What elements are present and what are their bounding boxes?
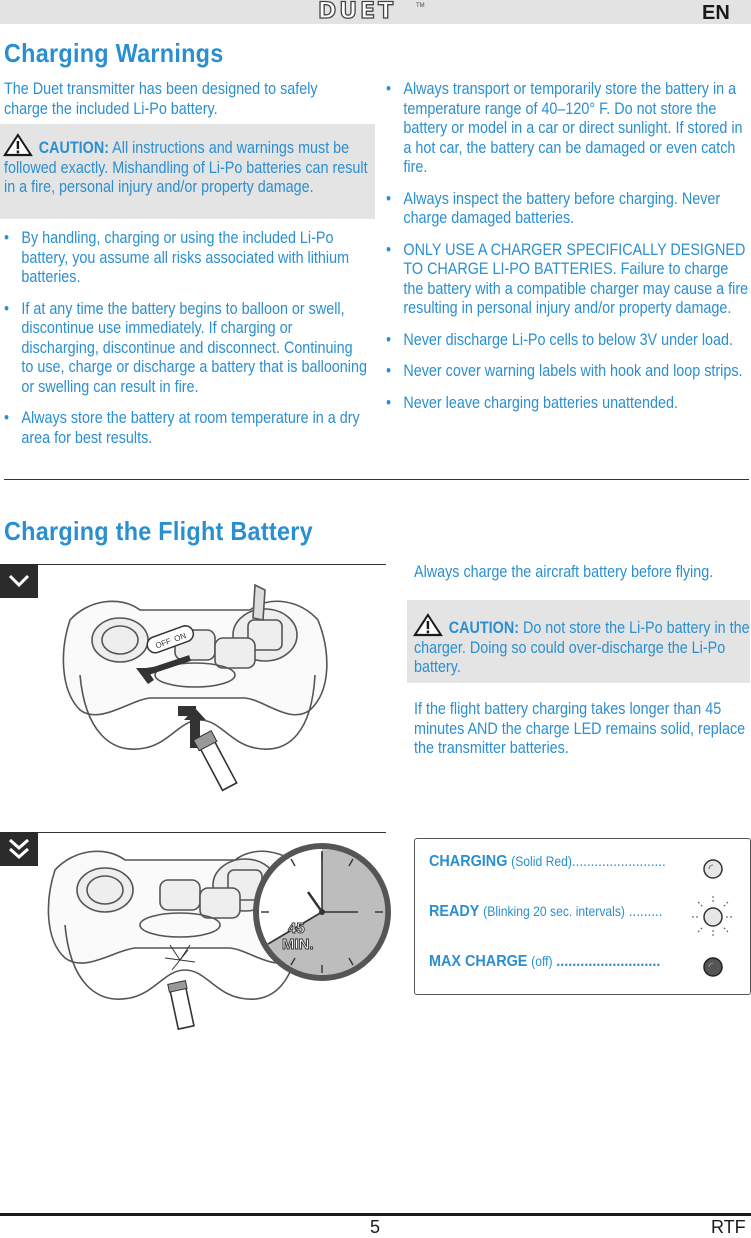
right-warning-list [386,80,750,425]
charging-flight-battery-title: Charging the Flight Battery [4,516,313,546]
led-row-max-charge [429,953,660,971]
led-state-detail: (Solid Red) [511,854,572,869]
language-code: EN [702,2,730,24]
warning-triangle-icon [4,134,32,156]
led-row-charging [429,853,666,871]
caution-text: Do not store the Li-Po battery in the charger. Doing so could over-discharge the Li-Po battery. [414,619,750,676]
charging-warnings-intro: The Duet transmitter has been designed to safely charge the included Li-Po battery. [4,80,318,118]
caution-message-warnings [4,134,375,198]
section-divider [4,479,749,480]
led-state-detail: (Blinking 20 sec. intervals) [483,904,625,919]
left-warning-list [4,229,368,460]
list-item: • ONLY USE A CHARGER SPECIFICALLY DESIGNED TO CHARGE LI-PO BATTERIES. Failure to charge the battery with a compatible charger may cause a fire resulting in personal injury and/or property damage. [386,241,750,319]
transmitter-charging-illustration [50,580,340,795]
chevron-down-icon [0,564,38,598]
transmitter-charging-timer-illustration [40,840,390,1045]
charging-warnings-title: Charging Warnings [4,38,224,68]
caution-label: CAUTION: [448,619,519,637]
led-state-label: CHARGING [429,853,508,870]
led-solid-icon [701,857,725,881]
led-state-label: READY [429,903,480,920]
caution-label: CAUTION: [38,139,109,157]
logo-trademark: TM [416,3,425,9]
double-chevron-down-icon [0,832,38,866]
caution-text: All instructions and warnings must be followed exactly. Mishandling of Li-Po batteries can result in a fire, personal injury and/or property damage. [4,139,368,196]
led-state-label: MAX CHARGE [429,953,528,970]
led-off-icon [701,955,725,979]
switch-on-label: ON [173,631,188,644]
leader-dots: .......................... [556,953,661,970]
led-state-detail: (off) [531,954,553,969]
led-status-box [414,838,751,995]
duet-logo: DUET [318,0,397,24]
flight-battery-intro: Always charge the aircraft battery before flying. [414,563,714,581]
step-2-badge [0,832,38,866]
list-item: • By handling, charging or using the included Li-Po battery, you assume all risks associated with lithium batteries. [4,229,368,288]
clock-unit: MIN. [282,936,314,953]
list-item: • Never leave charging batteries unattended. [386,394,750,414]
page-number: 5 [370,1217,381,1237]
led-blinking-icon [691,895,735,939]
list-item: • Never discharge Li-Po cells to below 3V under load. [386,331,750,351]
list-item: • If at any time the battery begins to balloon or swell, discontinue use immediately. If charging or discharging, discontinue and disconnect. Continuing to use, charge or discharge a battery that is ballooning or swelling can result in fire. [4,300,368,398]
clock-minutes: 45 [288,920,305,937]
list-item: • Never cover warning labels with hook and loop strips. [386,362,750,382]
flight-battery-note: If the flight battery charging takes longer than 45 minutes AND the charge LED remains solid, replace the transmitter batteries. [414,700,746,757]
caution-message-flight [414,614,751,678]
leader-dots: ......................... [571,853,666,870]
led-row-ready [429,903,663,921]
list-item: • Always inspect the battery before charging. Never charge damaged batteries. [386,190,750,229]
list-item: • Always transport or temporarily store the battery in a temperature range of 40–120° F. Do not store the battery or model in a car or direct sunlight. If stored in a hot car, the battery can be damaged or even catch fire. [386,80,750,178]
footer-section-label: RTF [711,1217,746,1237]
step-1-rule [0,564,386,565]
footer-rule [0,1213,751,1216]
leader-dots: ......... [628,903,663,920]
step-1-badge [0,564,38,598]
list-item: • Always store the battery at room temperature in a dry area for best results. [4,409,368,448]
step-2-rule [0,832,386,833]
warning-triangle-icon [414,614,442,636]
switch-off-label: OFF [154,636,173,651]
